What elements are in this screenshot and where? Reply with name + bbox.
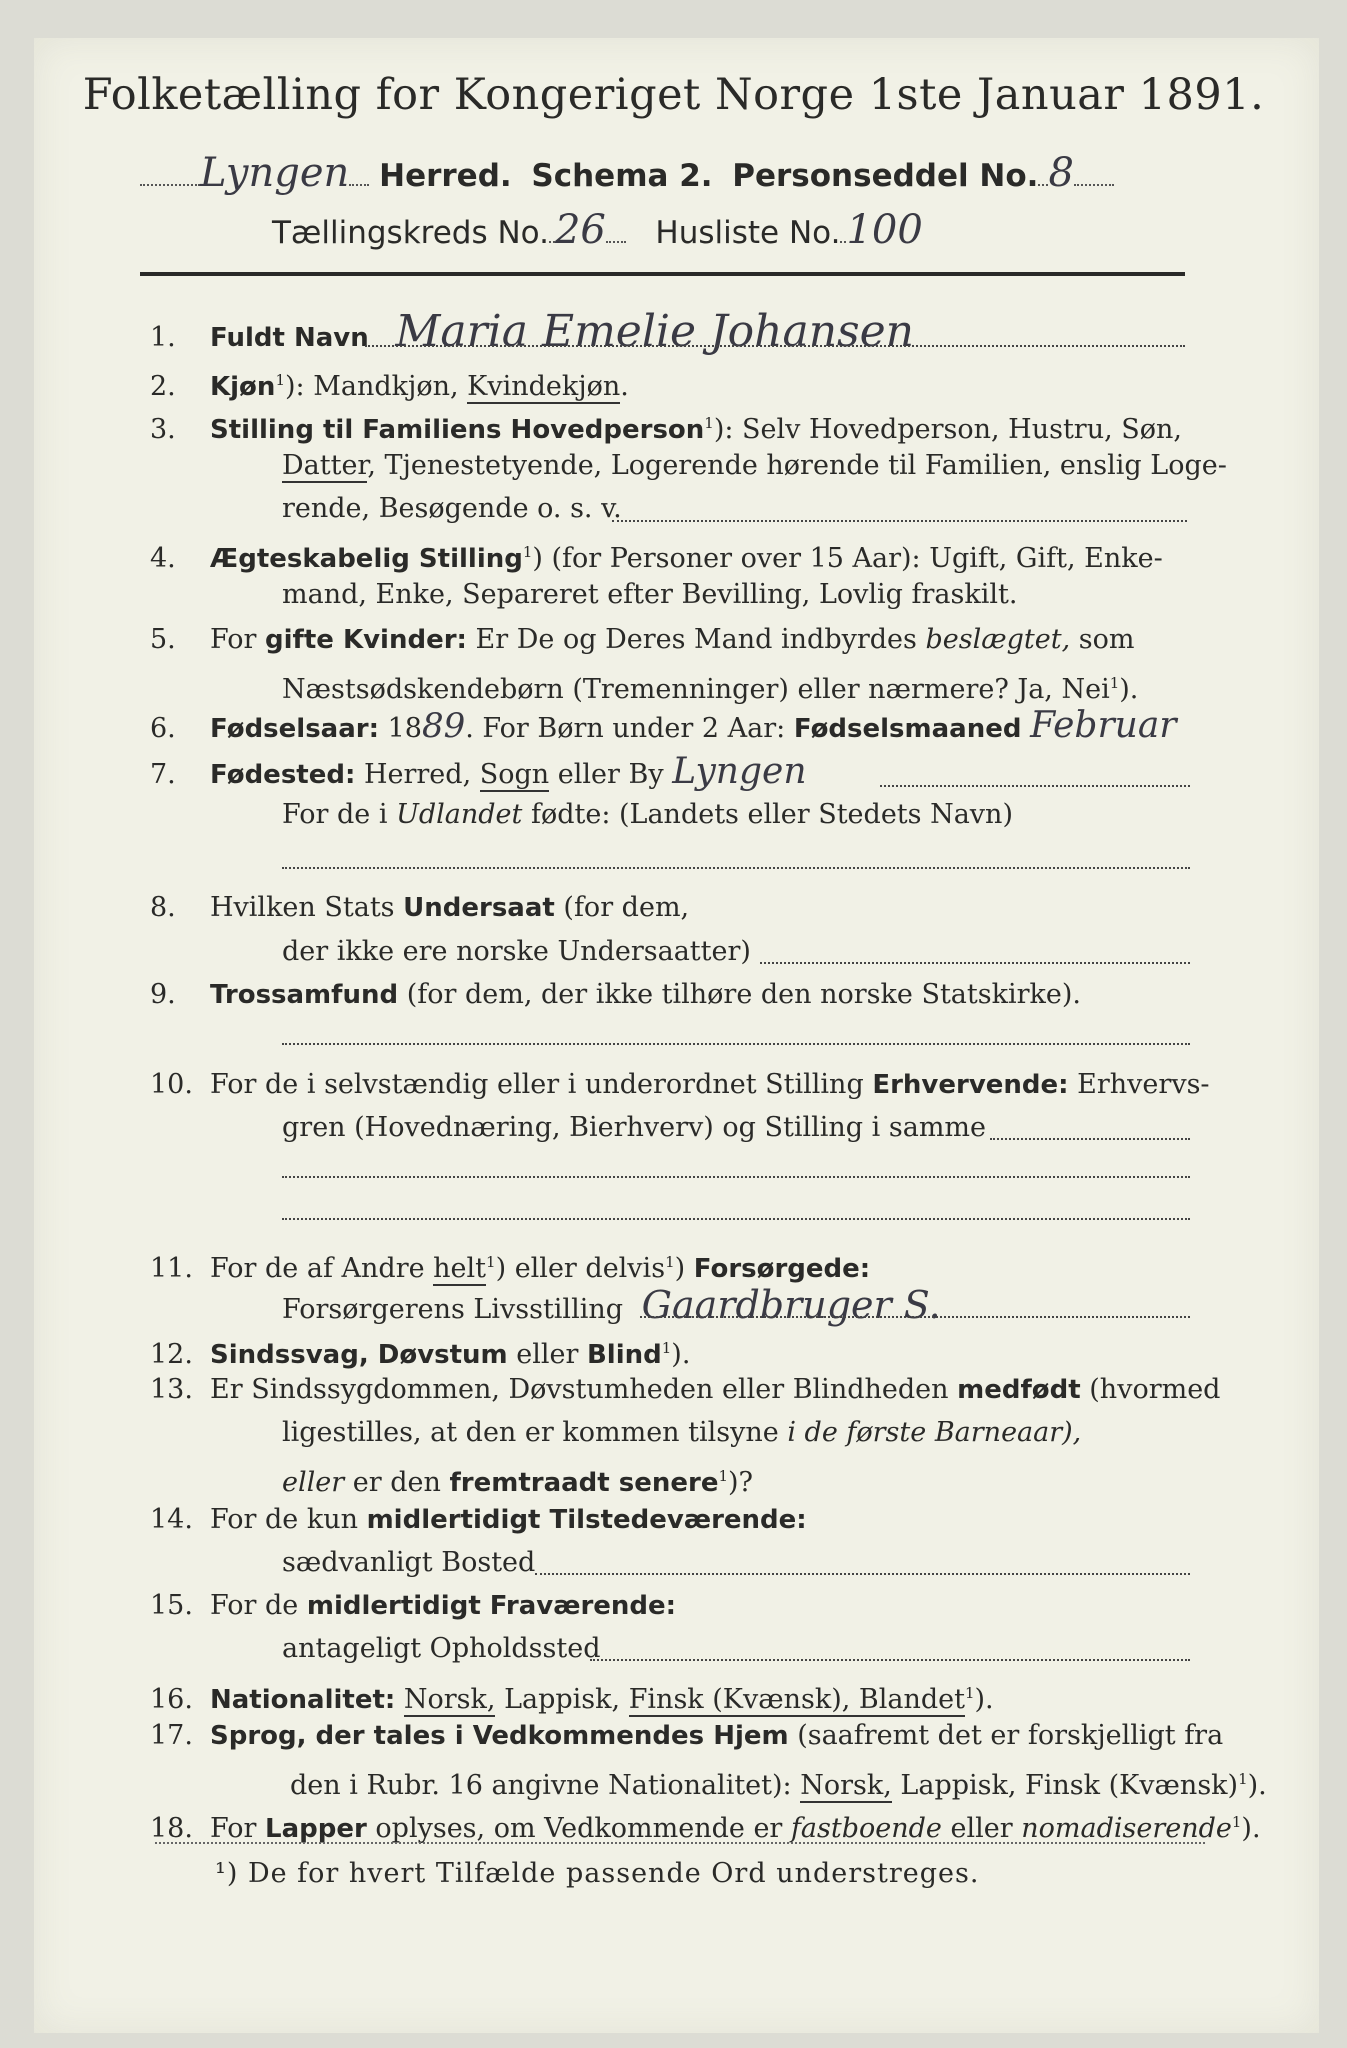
nationality-selected: Norsk, xyxy=(403,1684,496,1715)
field-5: 5. For gifte Kvinder: Er De og Deres Mand indbyrdes beslægtet, som xyxy=(150,624,1135,655)
field-1-dotline xyxy=(365,345,1185,347)
header-line-1 xyxy=(140,150,1114,196)
field-6: 6. Fødselsaar: 1889. For Børn under 2 Aar: Fødselsmaaned Februar xyxy=(150,705,1177,746)
field-2: 2. Kjøn$^1$): Mandkjøn, Kvindekjøn. xyxy=(150,371,629,402)
field-15: 15. For de midlertidigt Fraværende: xyxy=(150,1590,677,1621)
field-13: 13. Er Sindssygdommen, Døvstumheden eller Blindheden medfødt (hvormed xyxy=(150,1374,1221,1405)
field-3: 3. Stilling til Familiens Hovedperson$^1$): Selv Hovedperson, Hustru, Søn, xyxy=(150,414,1182,445)
field-8: 8. Hvilken Stats Undersaat (for dem, xyxy=(150,892,690,923)
herred-value: Lyngen xyxy=(200,150,350,196)
personseddel-label: Personseddel No. xyxy=(732,158,1039,194)
field-17: 17. Sprog, der tales i Vedkommendes Hjem (saafremt det er forskjelligt fra xyxy=(150,1720,1224,1751)
language-selected: Norsk, xyxy=(800,1770,892,1801)
header-line-2 xyxy=(272,207,923,253)
provider-occupation-value: Gaardbruger S. xyxy=(641,1283,941,1327)
husliste-label: Husliste No. xyxy=(655,215,841,251)
field-3-selected: Datter xyxy=(282,450,368,481)
footnote-divider xyxy=(155,1842,1205,1844)
field-16: 16. Nationalitet: Norsk, Lappisk, Finsk (Kvænsk), Blandet$^1$). xyxy=(150,1684,994,1715)
taellingskreds-value: 26 xyxy=(554,207,606,253)
birth-month-value: Februar xyxy=(1030,705,1177,746)
personseddel-value: 8 xyxy=(1048,150,1074,196)
birthplace-value: Lyngen xyxy=(672,751,807,792)
field-1: 1. Fuldt Navn Maria Emelie Johansen xyxy=(150,306,914,357)
field-4: 4. Ægteskabelig Stilling$^1$) (for Personer over 15 Aar): Ugift, Gift, Enke- xyxy=(150,543,1163,574)
field-7: 7. Fødested: Herred, Sogn eller By Lyngen xyxy=(150,751,807,792)
field-14: 14. For de kun midlertidigt Tilstedeværende: xyxy=(150,1504,807,1535)
footnote: ¹) De for hvert Tilfælde passende Ord understreges. xyxy=(215,1858,980,1889)
field-12: 12. Sindssvag, Døvstum eller Blind$^1$). xyxy=(150,1339,691,1370)
field-1-value: Maria Emelie Johansen xyxy=(395,306,914,357)
field-11: 11. For de af Andre helt$^1$) eller delvis$^1$) Forsørgede: xyxy=(150,1253,871,1284)
header-divider xyxy=(140,272,1185,276)
birth-year-value: 89 xyxy=(421,706,466,746)
field-2-selected: Kvindekjøn xyxy=(467,371,621,402)
husliste-value: 100 xyxy=(846,207,923,253)
schema-label: Schema 2. xyxy=(531,158,713,194)
field-10: 10. For de i selvstændig eller i underordnet Stilling Erhvervende: Erhvervs- xyxy=(150,1069,1210,1100)
herred-label: Herred. xyxy=(379,158,512,194)
field-18: 18. For Lapper oplyses, om Vedkommende er fastboende eller nomadiserende$^1$). xyxy=(150,1813,1261,1844)
taellingskreds-label: Tællingskreds No. xyxy=(272,215,549,251)
field-1-label: Fuldt Navn xyxy=(210,323,369,353)
field-9: 9. Trossamfund (for dem, der ikke tilhøre den norske Statskirke). xyxy=(150,979,1081,1010)
form-title: Folketælling for Kongeriget Norge 1ste Januar 1891. xyxy=(82,70,1265,120)
